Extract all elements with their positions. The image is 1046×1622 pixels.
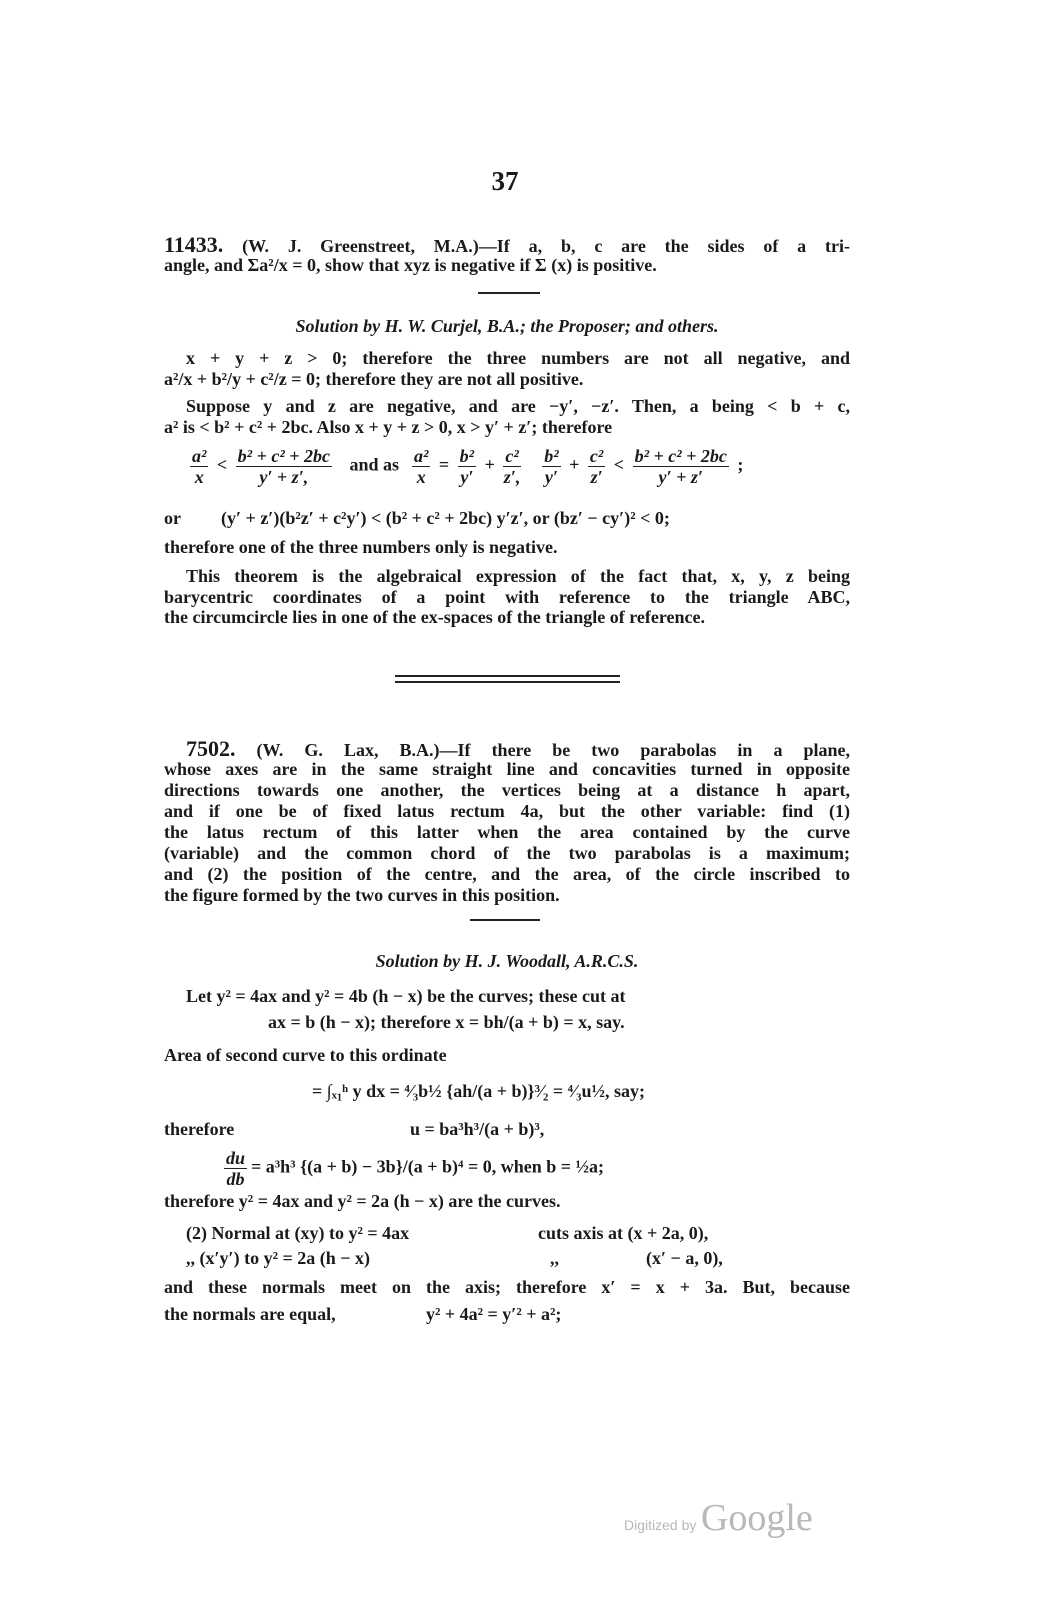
fraction-denominator: z′, [503, 467, 521, 487]
question-number: 7502. [186, 736, 236, 761]
solution-attribution: Solution by H. J. Woodall, A.R.C.S. [375, 951, 639, 971]
solution-text: x + y + z > 0; therefore the three numbers are not all negative, and [186, 348, 850, 368]
solution-text: therefore y² = 4ax and y² = 2a (h − x) are the curves. [164, 1191, 561, 1211]
question-text: directions towards one another, the vertices being at a distance h apart, [164, 780, 850, 800]
section-divider [395, 681, 620, 683]
equation: y² + 4a² = y′² + a²; [426, 1304, 562, 1324]
text: cuts axis at (x + 2a, 0), [538, 1223, 709, 1243]
fraction-numerator: c² [589, 446, 604, 466]
solution-text [186, 1248, 872, 1269]
operator: ; [737, 454, 744, 475]
digitized-by-google-watermark [624, 1496, 813, 1540]
fraction-denominator: x [416, 467, 426, 487]
fraction-denominator: y′ [460, 467, 474, 487]
question-text: (variable) and the common chord of the two parabolas is a maximum; [164, 843, 850, 863]
fraction-denominator: x [194, 467, 204, 487]
text: ,, (x′y′) to y² = 2a (h − x) [186, 1248, 371, 1268]
solution-text: the circumcircle lies in one of the ex-spaces of the triangle of reference. [164, 607, 706, 627]
question-text: the latus rectum of this latter when the area contained by the curve [164, 822, 850, 842]
question-11433-line2: angle, and Σa²/x = 0, show that xyz is negative if Σ (x) is positive. [164, 255, 657, 275]
solution-text: a²/x + b²/y + c²/z = 0; therefore they are not all positive. [164, 369, 584, 389]
fraction-numerator: b² + c² + 2bc [237, 446, 330, 466]
solution-text [164, 1119, 850, 1140]
fraction-denominator: y′ + z′ [658, 467, 703, 487]
watermark-prefix: Digitized by [624, 1517, 697, 1533]
solution-text [164, 508, 850, 529]
question-text: whose axes are in the same straight line and concavities turned in opposite [164, 759, 850, 779]
question-text: (W. G. Lax, B.A.)—If there be two parabolas in a plane, [256, 740, 851, 760]
fraction-denominator: y′ [544, 467, 558, 487]
question-7502-line1 [186, 738, 850, 761]
fraction-numerator: du [226, 1148, 246, 1168]
operator: < [216, 454, 228, 475]
fraction-denominator: z′ [590, 467, 603, 487]
operator: + [484, 454, 495, 475]
text: ,, [550, 1248, 559, 1268]
text: or [164, 508, 181, 528]
solution-text: ax = b (h − x); therefore x = bh/(a + b) = x, say. [268, 1012, 625, 1032]
inequality-line [186, 446, 872, 487]
question-11433-line1 [164, 234, 850, 257]
solution-text: Area of second curve to this ordinate [164, 1045, 447, 1065]
fraction-numerator: a² [414, 446, 429, 466]
text: therefore [164, 1119, 235, 1139]
solution-text [186, 1223, 872, 1244]
fraction-numerator: b² + c² + 2bc [634, 446, 727, 466]
operator: + [569, 454, 580, 475]
divider [470, 919, 540, 921]
divider [478, 292, 540, 294]
equation: = a³h³ {(a + b) − 3b}/(a + b)⁴ = 0, when b = ½a; [251, 1156, 604, 1177]
solution-text: and these normals meet on the axis; therefore x′ = x + 3a. But, because [164, 1277, 850, 1297]
solution-text: This theorem is the algebraical expression of the fact that, x, y, z being [186, 566, 850, 586]
derivative-equation [220, 1148, 906, 1189]
question-text: and if one be of fixed latus rectum 4a, but the other variable: find (1) [164, 801, 850, 821]
question-text: (W. J. Greenstreet, M.A.)—If a, b, c are the sides of a tri- [242, 236, 850, 256]
fraction-numerator: a² [192, 446, 207, 466]
equation: u = ba³h³/(a + b)³, [410, 1119, 545, 1139]
fraction-denominator: y′ + z′, [259, 467, 309, 487]
fraction-numerator: b² [544, 446, 559, 466]
integral-equation: = ∫ₓ₁ʰ y dx = ⁴⁄₃b½ {ah/(a + b)}³⁄₂ = ⁴⁄₃u½, say; [312, 1081, 645, 1101]
operator: < [613, 454, 625, 475]
google-logo: Google [700, 1497, 813, 1539]
solution-text: therefore one of the three numbers only is negative. [164, 537, 558, 557]
solution-text: a² is < b² + c² + 2bc. Also x + y + z > 0, x > y′ + z′; therefore [164, 417, 613, 437]
equation: (y′ + z′)(b²z′ + c²y′) < (b² + c² + 2bc) y′z′, or (bz′ − cy′)² < 0; [221, 508, 670, 528]
solution-text: barycentric coordinates of a point with reference to the triangle ABC, [164, 587, 850, 607]
fraction-numerator: b² [459, 446, 475, 466]
question-text: the figure formed by the two curves in this position. [164, 885, 560, 905]
fraction-denominator: db [226, 1169, 245, 1189]
question-text: and (2) the position of the centre, and the area, of the circle inscribed to [164, 864, 850, 884]
text: (2) Normal at (xy) to y² = 4ax [186, 1223, 410, 1243]
solution-text [164, 1304, 850, 1325]
operator: = [438, 454, 450, 475]
fraction-numerator: c² [505, 446, 519, 466]
text: and as [349, 454, 399, 475]
section-divider [395, 675, 620, 677]
solution-text: Suppose y and z are negative, and are −y′, −z′. Then, a being < b + c, [186, 396, 850, 416]
solution-attribution: Solution by H. W. Curjel, B.A.; the Proposer; and others. [295, 316, 719, 336]
text: (x′ − a, 0), [646, 1248, 723, 1268]
question-number: 11433. [164, 232, 224, 257]
solution-text: Let y² = 4ax and y² = 4b (h − x) be the curves; these cut at [186, 986, 626, 1006]
text: the normals are equal, [164, 1304, 336, 1324]
page-number: 37 [491, 166, 519, 196]
